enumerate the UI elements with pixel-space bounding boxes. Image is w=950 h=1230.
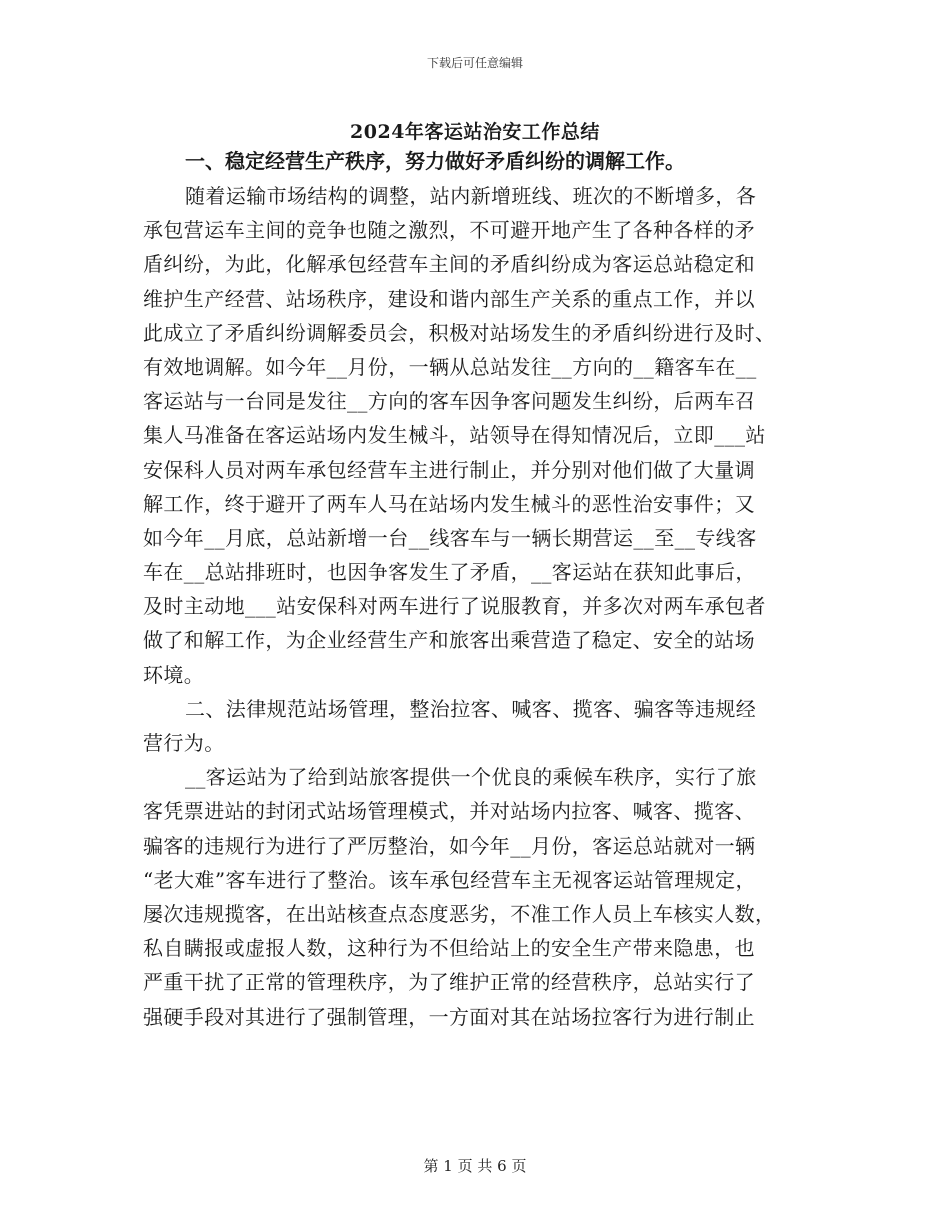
- paragraph-line: 客凭票进站的封闭式站场管理模式，并对站场内拉客、喊客、揽客、: [143, 799, 755, 824]
- paragraph-line: 如今年__月底，总站新增一台__线客车与一辆长期营运__至__专线客: [143, 525, 757, 550]
- section-2-heading: [143, 692, 801, 760]
- paragraph-line: 严重干扰了正常的管理秩序，为了维护正常的经营秩序，总站实行了: [143, 970, 755, 995]
- paragraph-line: 有效地调解。如今年__月份，一辆从总站发往__方向的__籍客车在__: [143, 354, 757, 379]
- paragraph-line: 安保科人员对两车承包经营车主进行制止，并分别对他们做了大量调: [143, 457, 755, 482]
- document-title: 2024年客运站治安工作总结: [350, 121, 600, 143]
- paragraph-line: 盾纠纷，为此，化解承包经营车主间的矛盾纠纷成为客运总站稳定和: [143, 252, 755, 277]
- heading-line: 营行为。: [143, 731, 225, 755]
- paragraph-line: 客运站与一台同是发往__方向的客车因争客问题发生纠纷，后两车召: [143, 389, 756, 414]
- paragraph-line: 承包营运车主间的竞争也随之激烈，不可避开地产生了各种各样的矛: [143, 218, 755, 243]
- paragraph-line: 车在__总站排班时，也因争客发生了矛盾，__客运站在获知此事后，: [143, 560, 756, 585]
- header-note: 下载后可任意编辑: [426, 56, 523, 70]
- paragraph-line: 强硬手段对其进行了强制管理，一方面对其在站场拉客行为进行制止: [143, 1004, 755, 1029]
- heading-line: 二、法律规范站场管理，整治拉客、喊客、揽客、骗客等违规经: [185, 696, 757, 721]
- paragraph-line: __客运站为了给到站旅客提供一个优良的乘候车秩序，实行了旅: [185, 765, 757, 790]
- paragraph-line: 做了和解工作，为企业经营生产和旅客出乘营造了稳定、安全的站场: [143, 628, 755, 653]
- paragraph-line: 集人马准备在客运站场内发生械斗，站领导在得知情况后，立即___站: [143, 423, 766, 448]
- paragraph-line: 及时主动地___站安保科对两车进行了说服教育，并多次对两车承包者: [143, 594, 766, 619]
- section-1-heading: 一、稳定经营生产秩序，努力做好矛盾纠纷的调解工作。: [185, 149, 685, 173]
- paragraph-line: 骗客的违规行为进行了严厉整治，如今年__月份，客运总站就对一辆: [143, 833, 756, 858]
- paragraph-line: 随着运输市场结构的调整，站内新增班线、班次的不断增多，各: [185, 184, 757, 208]
- paragraph-line: 维护生产经营、站场秩序，建设和谐内部生产关系的重点工作，并以: [143, 286, 755, 311]
- paragraph-line: 私自瞒报或虚报人数，这种行为不但给站上的安全生产带来隐患，也: [143, 936, 755, 961]
- section-1-paragraph: [143, 179, 801, 692]
- paragraph-line: 环境。: [143, 662, 205, 687]
- paragraph-line: 屡次违规揽客，在出站核查点态度恶劣，不准工作人员上车核实人数，: [143, 901, 776, 926]
- section-2-paragraph: [143, 760, 801, 1034]
- paragraph-line: “老大难”客车进行了整治。该车承包经营车主无视客运站管理规定，: [143, 867, 756, 892]
- paragraph-line: 解工作，终于避开了两车人马在站场内发生械斗的恶性治安事件；又: [143, 491, 755, 516]
- document-body: [143, 143, 801, 1034]
- page-footer: 第 1 页 共 6 页: [423, 1157, 527, 1175]
- paragraph-line: 此成立了矛盾纠纷调解委员会，积极对站场发生的矛盾纠纷进行及时、: [143, 320, 776, 345]
